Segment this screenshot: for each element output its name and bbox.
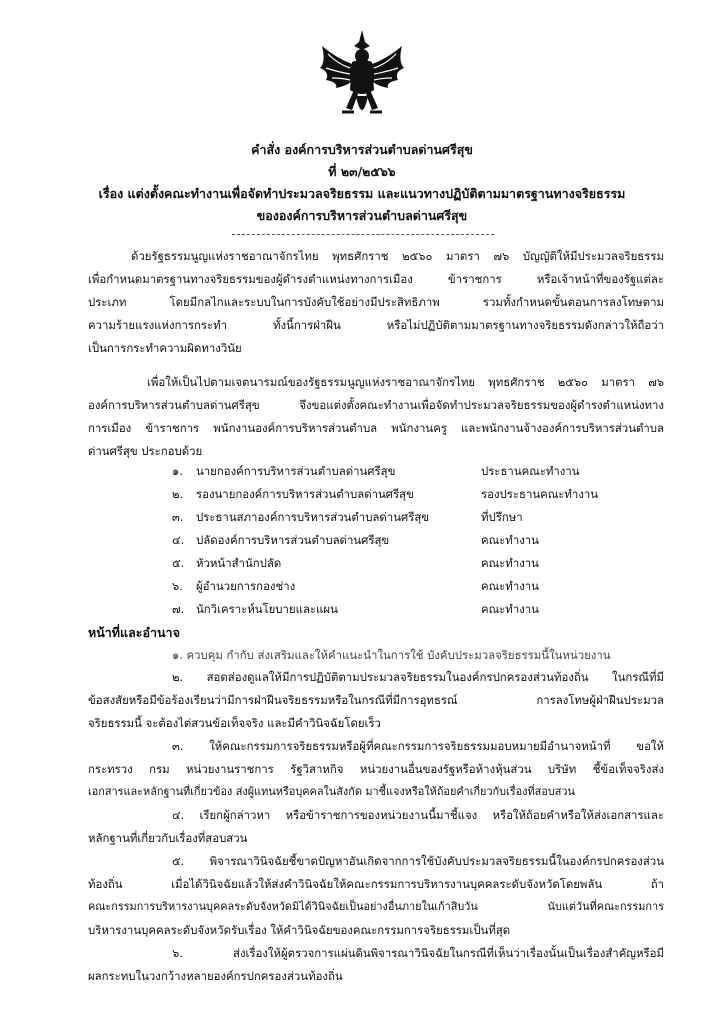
member-name: ผู้อำนวยการกองช่าง (196, 579, 296, 593)
duty-1-line: ๑. ควบคุม กำกับ ส่งเสริมและให้คำแนะนำในการใช้ บังคับประมวลจริยธรรมนี้ในหน่วยงาน (172, 648, 611, 662)
paragraph-1-line: ประเภท โดยมีกลไกและระบบในการบังคับใช้อย่างมีประสิทธิภาพ รวมทั้งกำหนดขั้นตอนการลงโทษตาม (88, 295, 664, 309)
paragraph-2-line: ด่านศรีสุข ประกอบด้วย (88, 444, 203, 458)
member-number: ๕. (172, 556, 185, 570)
duty-5-line: ท้องถิ่น เมื่อได้วินิจฉัยแล้วให้ส่งคำวินิจฉัยให้คณะกรรมการบริหารงานบุคคลระดับจังหวัดโดยพลัน ถ้า (88, 877, 664, 891)
paragraph-1-line: ด้วยรัฐธรรมนูญแห่งราชอาณาจักรไทย พุทธศักราช ๒๕๖๐ มาตรา ๗๖ บัญญัติให้มีประมวลจริยธรรม (131, 249, 664, 263)
member-role: คณะทำงาน (481, 602, 539, 616)
duties-heading: หน้าที่และอำนาจ (88, 625, 180, 640)
member-number: ๗. (172, 602, 185, 616)
garuda-emblem-icon (316, 28, 408, 126)
paragraph-1-line: เพื่อกำหนดมาตรฐานทางจริยธรรมของผู้ดำรงตำแหน่งทางการเมือง ข้าราชการ หรือเจ้าหน้าที่ของรัฐแต่ละ (88, 272, 664, 286)
duty-3-line: เอกสารและหลักฐานที่เกี่ยวข้อง ส่งผู้แทนหรือบุคคลในสังกัด มาชี้แจงหรือให้ถ้อยคำเกี่ยวกับเรื่องที่สอบสวน (88, 785, 575, 798)
member-name: นักวิเคราะห์นโยบายและแผน (196, 602, 338, 616)
duty-4-line: หลักฐานที่เกี่ยวกับเรื่องที่สอบสวน (88, 831, 248, 845)
duty-2-line: ข้อสงสัยหรือมีข้อร้องเรียนว่ามีการฝ่าฝืนจริยธรรมหรือในกรณีที่มีการอุทธรณ์ การลงโทษผู้ฝ่าฝืนประมวล (88, 693, 664, 707)
duty-6-line: ๖. ส่งเรื่องให้ผู้ตรวจการแผ่นดินพิจารณาวินิจฉัยในกรณีที่เห็นว่าเรื่องนั้นเป็นเรื่องสำคัญหรือมี (172, 946, 664, 960)
paragraph-2-line: องค์การบริหารส่วนตำบลด่านศรีสุข จึงขอแต่งตั้งคณะทำงานเพื่อจัดทำประมวลจริยธรรมของผู้ดำรงตำแหน่งทาง (88, 398, 664, 412)
member-number: ๑. (172, 464, 183, 478)
duty-4-line: ๔. เรียกผู้กล่าวหา หรือข้าราชการของหน่วยงานนี้มาชี้แจง หรือให้ถ้อยคำหรือให้ส่งเอกสารและ (172, 808, 664, 822)
member-role: รองประธานคณะทำงาน (481, 487, 599, 501)
duty-2-line: จริยธรรมนี้ จะต้องไต่สวนข้อเท็จจริง และมีคำวินิจฉัยโดยเร็ว (88, 716, 381, 730)
duty-5-line: ๕. พิจารณาวินิจฉัยชี้ขาดปัญหาอันเกิดจากการใช้บังคับประมวลจริยธรรมนี้ในองค์กรปกครองส่วน (172, 854, 664, 868)
duty-3-line: ๓. ให้คณะกรรมการจริยธรรมหรือผู้ที่คณะกรรมการจริยธรรมมอบหมายมีอำนาจหน้าที่ ขอให้ (172, 739, 664, 753)
order-subject-line-1: เรื่อง แต่งตั้งคณะทำงานเพื่อจัดทำประมวลจริยธรรม และแนวทางปฏิบัติตามมาตรฐานทางจริยธรรม (98, 186, 626, 201)
member-name: ปลัดองค์การบริหารส่วนตำบลด่านศรีสุข (196, 533, 390, 547)
order-number: ที่ ๒๓/๒๕๖๖ (328, 164, 396, 179)
duty-6-line: ผลกระทบในวงกว้างหลายองค์กรปกครองส่วนท้องถิ่น (88, 969, 343, 983)
member-role: คณะทำงาน (481, 533, 539, 547)
member-name: ประธานสภาองค์การบริหารส่วนตำบลด่านศรีสุข (196, 510, 430, 524)
member-number: ๒. (172, 487, 184, 501)
member-role: คณะทำงาน (481, 556, 539, 570)
member-name: รองนายกองค์การบริหารส่วนตำบลด่านศรีสุข (196, 487, 414, 501)
duty-5-line: บริหารงานบุคคลระดับจังหวัดรับเรื่อง ให้คำวินิจฉัยของคณะกรรมการจริยธรรมเป็นที่สุด (88, 923, 511, 937)
member-role: ประธานคณะทำงาน (481, 464, 580, 478)
member-number: ๖. (172, 579, 183, 593)
separator-line (232, 234, 494, 235)
duty-2-line: ๒. สอดส่องดูแลให้มีการปฏิบัติตามประมวลจริยธรรมในองค์กรปกครองส่วนท้องถิ่น ในกรณีที่มี (172, 670, 664, 684)
member-number: ๔. (172, 533, 185, 547)
paragraph-2-line: การเมือง ข้าราชการ พนักงานองค์การบริหารส่วนตำบล พนักงานครู และพนักงานจ้างองค์การบริหารส่วนตำบล (88, 421, 664, 435)
duty-3-line: กระทรวง กรม หน่วยงานราชการ รัฐวิสาหกิจ หน่วยงานอื่นของรัฐหรือห้างหุ้นส่วน บริษัท ชี้ข้อเท็จจริงส่ง (88, 762, 664, 776)
paragraph-1-line: เป็นการกระทำความผิดทางวินัย (88, 341, 242, 355)
member-role: ที่ปรึกษา (481, 510, 523, 524)
paragraph-2-line: เพื่อให้เป็นไปตามเจตนารมณ์ของรัฐธรรมนูญแห่งราชอาณาจักรไทย พุทธศักราช ๒๕๖๐ มาตรา ๗๖ (147, 375, 664, 389)
order-subject-line-2: ขององค์การบริหารส่วนตำบลด่านศรีสุข (256, 208, 468, 223)
member-name: นายกองค์การบริหารส่วนตำบลด่านศรีสุข (196, 464, 396, 478)
duty-5-line: คณะกรรมการบริหารงานบุคคลระดับจังหวัดมิได้วินิจฉัยเป็นอย่างอื่นภายในเก้าสิบวัน นับแต่วันที่คณะกรรมการ (88, 900, 664, 913)
member-role: คณะทำงาน (481, 579, 539, 593)
order-title: คำสั่ง องค์การบริหารส่วนตำบลด่านศรีสุข (251, 142, 473, 157)
member-name: หัวหน้าสำนักปลัด (196, 556, 282, 570)
member-number: ๓. (172, 510, 184, 524)
paragraph-1-line: ความร้ายแรงแห่งการกระทำ ทั้งนี้การฝ่าฝืน หรือไม่ปฏิบัติตามมาตรฐานทางจริยธรรมดังกล่าวให้ถือว่า (88, 318, 664, 332)
